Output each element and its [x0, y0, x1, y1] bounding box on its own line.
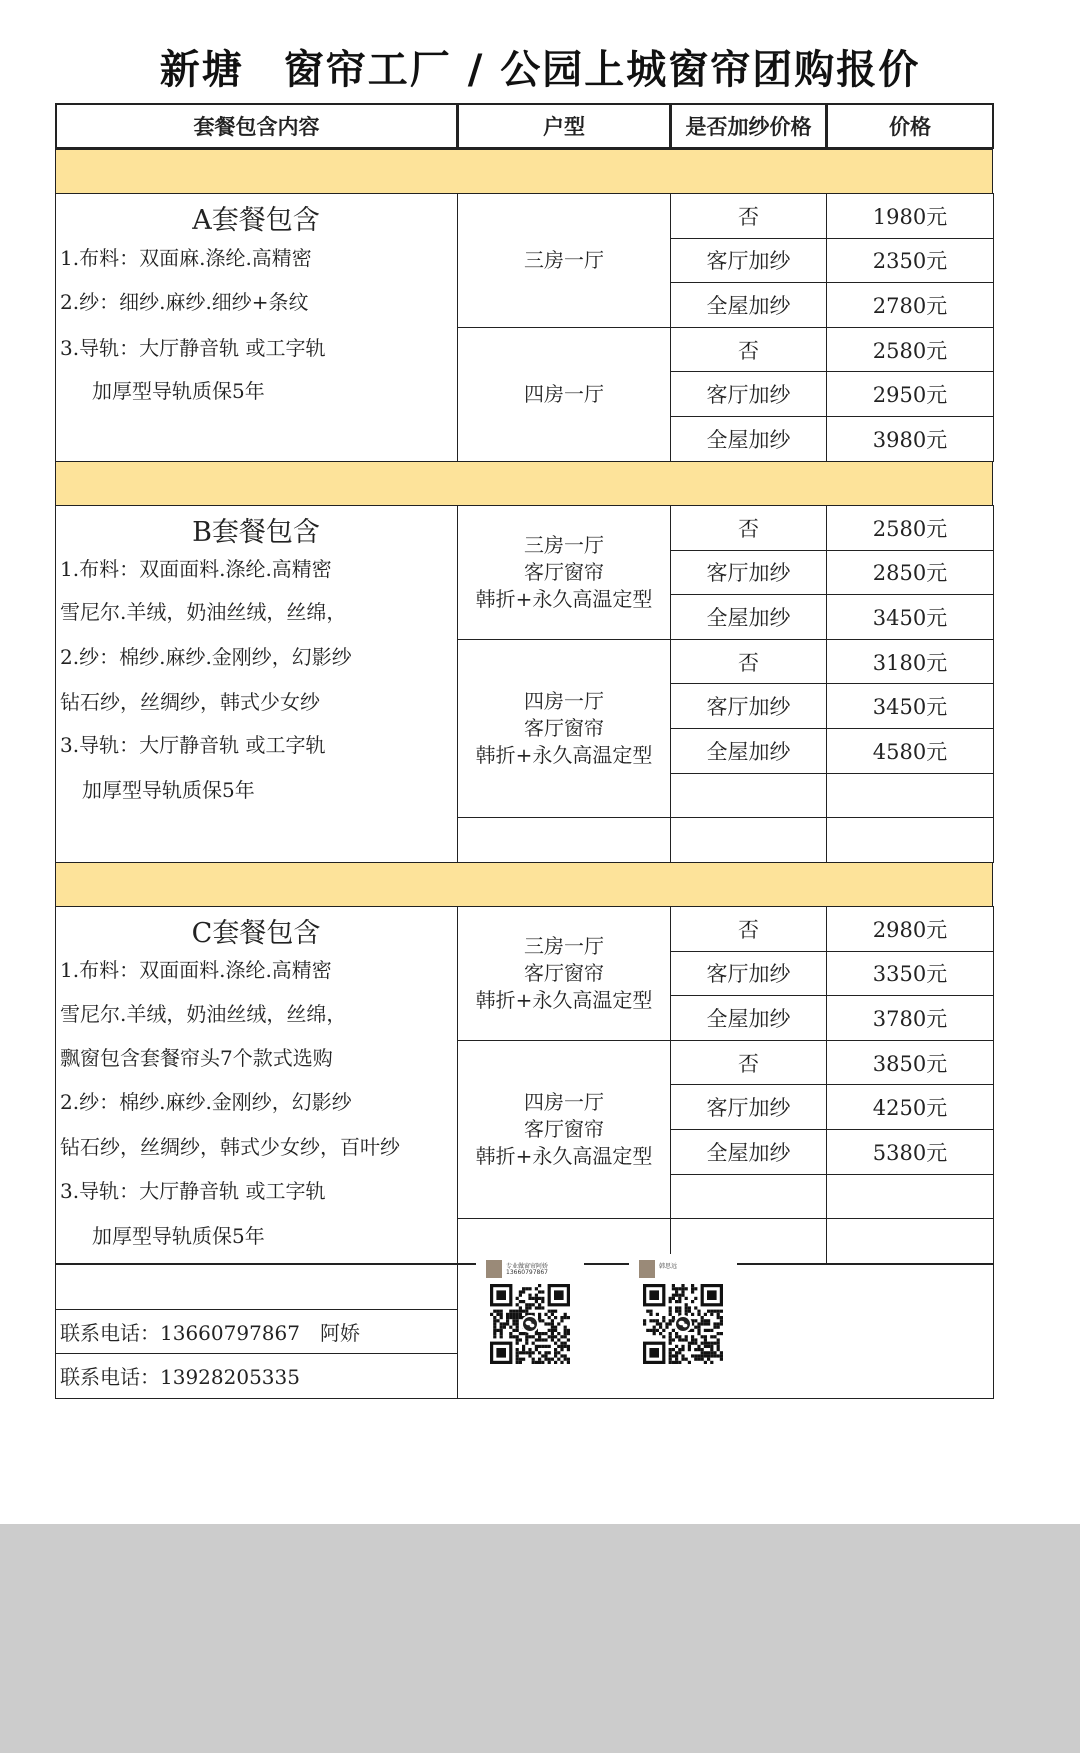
page-title — [0, 38, 1080, 95]
package-title: A套餐包含 — [192, 205, 320, 236]
header-cell-2: 户型 — [457, 103, 671, 149]
empty-cell — [670, 817, 827, 863]
package-title: B套餐包含 — [192, 517, 320, 548]
section-band-2 — [55, 461, 993, 506]
room-type-line: 三房一厅 — [524, 532, 604, 557]
package-line: 2.纱：细纱.麻纱.细纱+条纹 — [60, 290, 309, 314]
empty-cell — [826, 1218, 994, 1264]
room-type-cell — [457, 906, 671, 1041]
title-part2: 窗帘工厂 / 公园上城窗帘团购报价 — [283, 47, 921, 93]
empty-cell — [457, 817, 671, 863]
room-type-cell — [457, 1040, 671, 1219]
gauze-option-cell: 否 — [670, 193, 827, 239]
gauze-option-cell: 客厅加纱 — [670, 550, 827, 596]
room-type-line: 韩折+永久高温定型 — [475, 987, 653, 1012]
room-type-cell — [457, 193, 671, 328]
price-cell: 2580元 — [826, 327, 994, 373]
price-cell: 2350元 — [826, 238, 994, 284]
price-cell: 2580元 — [826, 505, 994, 551]
gauze-option-cell: 否 — [670, 639, 827, 685]
gauze-option-cell: 客厅加纱 — [670, 371, 827, 417]
gauze-option-cell: 否 — [670, 906, 827, 952]
qr-contact-name: 韩思远 — [659, 1263, 678, 1270]
qr-contact-phone: 13660797867 — [506, 1269, 548, 1276]
room-type-line: 四房一厅 — [524, 1089, 604, 1114]
room-type-line: 客厅窗帘 — [524, 1116, 604, 1141]
package-line: 1.布料：双面面料.涤纶.高精密 — [60, 958, 332, 982]
qr-code-icon — [490, 1284, 570, 1368]
gauze-option-cell: 全屋加纱 — [670, 1129, 827, 1175]
package-line: 1.布料：双面麻.涤纶.高精密 — [60, 246, 312, 270]
package-line: 加厚型导轨质保5年 — [92, 1224, 265, 1248]
price-cell: 3350元 — [826, 951, 994, 997]
room-type-line: 客厅窗帘 — [524, 559, 604, 584]
gauze-option-cell: 客厅加纱 — [670, 951, 827, 997]
gauze-option-cell: 全屋加纱 — [670, 416, 827, 462]
room-type-line: 三房一厅 — [524, 247, 604, 272]
header-cell-3: 是否加纱价格 — [670, 103, 827, 149]
gauze-option-cell: 否 — [670, 505, 827, 551]
package-line: 2.纱：棉纱.麻纱.金刚纱，幻影纱 — [60, 645, 352, 669]
gauze-option-cell: 客厅加纱 — [670, 238, 827, 284]
price-cell: 5380元 — [826, 1129, 994, 1175]
price-cell: 1980元 — [826, 193, 994, 239]
room-type-line: 韩折+永久高温定型 — [475, 742, 653, 767]
header-cell-4: 价格 — [826, 103, 994, 149]
room-type-cell — [457, 327, 671, 462]
contact-phone-1: 联系电话：13660797867 阿娇 — [55, 1309, 458, 1355]
price-table — [56, 104, 994, 1396]
qr-avatar — [639, 1260, 655, 1278]
package-line: 雪尼尔.羊绒，奶油丝绒，丝绵， — [60, 600, 347, 624]
empty-cell — [826, 773, 994, 819]
room-type-line: 四房一厅 — [524, 381, 604, 406]
section-band-3 — [55, 862, 993, 907]
qr-code-icon — [643, 1284, 723, 1368]
package-line: 钻石纱，丝绸纱，韩式少女纱 — [60, 690, 320, 714]
gauze-option-cell: 客厅加纱 — [670, 683, 827, 729]
room-type-line: 三房一厅 — [524, 933, 604, 958]
gauze-option-cell: 全屋加纱 — [670, 995, 827, 1041]
price-cell: 4250元 — [826, 1084, 994, 1130]
price-cell: 2980元 — [826, 906, 994, 952]
room-type-cell — [457, 639, 671, 818]
room-type-line: 韩折+永久高温定型 — [475, 586, 653, 611]
wechat-qr-code-1 — [476, 1254, 584, 1396]
package-title: C套餐包含 — [191, 918, 321, 949]
package-cell-3 — [55, 906, 458, 1264]
package-line: 3.导轨：大厅静音轨 或工字轨 — [60, 733, 326, 757]
gauze-option-cell: 全屋加纱 — [670, 282, 827, 328]
room-type-line: 客厅窗帘 — [524, 960, 604, 985]
package-line: 3.导轨：大厅静音轨 或工字轨 — [60, 336, 326, 360]
package-line: 飘窗包含套餐帘头7个款式选购 — [60, 1046, 333, 1070]
room-type-line: 韩折+永久高温定型 — [475, 1143, 653, 1168]
package-cell-2 — [55, 505, 458, 863]
empty-cell — [826, 817, 994, 863]
gauze-option-cell: 否 — [670, 1040, 827, 1086]
gauze-option-cell: 全屋加纱 — [670, 728, 827, 774]
package-line: 加厚型导轨质保5年 — [92, 379, 265, 403]
package-cell-1 — [55, 193, 458, 462]
empty-cell — [670, 773, 827, 819]
package-line: 加厚型导轨质保5年 — [82, 778, 255, 802]
room-type-line: 客厅窗帘 — [524, 715, 604, 740]
price-cell: 2780元 — [826, 282, 994, 328]
package-line: 雪尼尔.羊绒，奶油丝绒，丝绵， — [60, 1002, 347, 1026]
section-band-1 — [55, 149, 993, 194]
qr-contact-name: 专业做窗帘阿娇 — [506, 1263, 549, 1270]
price-cell: 3850元 — [826, 1040, 994, 1086]
package-line: 钻石纱，丝绸纱，韩式少女纱，百叶纱 — [60, 1135, 400, 1159]
gauze-option-cell: 客厅加纱 — [670, 1084, 827, 1130]
contact-empty-row — [55, 1264, 458, 1310]
price-cell: 3450元 — [826, 594, 994, 640]
price-cell: 3980元 — [826, 416, 994, 462]
price-cell: 3780元 — [826, 995, 994, 1041]
qr-avatar — [486, 1260, 502, 1278]
contact-phone-2: 联系电话：13928205335 — [55, 1353, 458, 1399]
price-cell: 3450元 — [826, 683, 994, 729]
header-cell-1: 套餐包含内容 — [55, 103, 458, 149]
package-line: 2.纱：棉纱.麻纱.金刚纱，幻影纱 — [60, 1090, 352, 1114]
package-line: 3.导轨：大厅静音轨 或工字轨 — [60, 1179, 326, 1203]
price-cell: 2950元 — [826, 371, 994, 417]
empty-cell — [670, 1174, 827, 1220]
room-type-cell — [457, 505, 671, 640]
empty-cell — [826, 1174, 994, 1220]
price-cell: 2850元 — [826, 550, 994, 596]
price-cell: 4580元 — [826, 728, 994, 774]
room-type-line: 四房一厅 — [524, 688, 604, 713]
gauze-option-cell: 否 — [670, 327, 827, 373]
title-part1: 新塘 — [159, 47, 244, 93]
wechat-qr-code-2 — [629, 1254, 737, 1396]
gauze-option-cell: 全屋加纱 — [670, 594, 827, 640]
price-cell: 3180元 — [826, 639, 994, 685]
package-line: 1.布料：双面面料.涤纶.高精密 — [60, 557, 332, 581]
footer-grey-area — [0, 1524, 1080, 1753]
